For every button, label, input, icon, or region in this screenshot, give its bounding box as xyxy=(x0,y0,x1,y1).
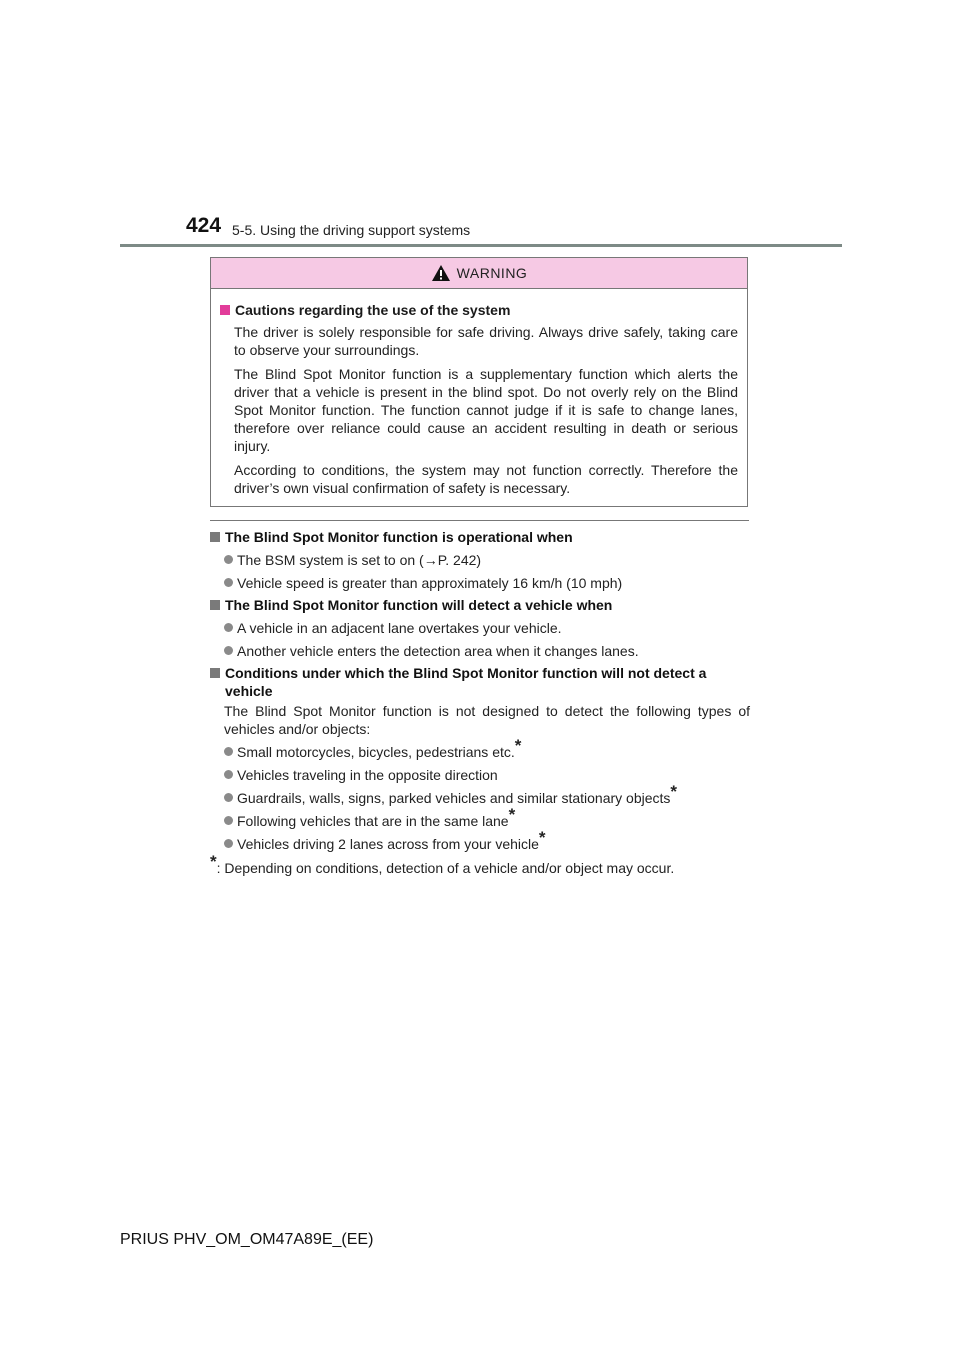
list-item xyxy=(224,784,750,807)
asterisk-mark: * xyxy=(538,828,546,847)
warning-paragraph: The Blind Spot Monitor function is a supplementary function which alerts the driver that a vehicle is present in the blind spot. Do not overly rely on the Blind Spot Monitor function. The function cannot judge if it is safe to change lanes, therefore over reliance could cause an accident resulting in death or serious injury. xyxy=(234,366,738,454)
section-intro: The Blind Spot Monitor function is not designed to detect the following types of vehicles and/or objects: xyxy=(224,703,750,737)
list-item-text: The BSM system is set to on (→P. 242) xyxy=(237,552,482,568)
bullet-dot-icon xyxy=(224,816,233,825)
bullet-dot-icon xyxy=(224,747,233,756)
section-heading-text: The Blind Spot Monitor function is operational when xyxy=(225,529,573,545)
list-item-body xyxy=(237,805,516,830)
bullet-dot-icon xyxy=(224,770,233,779)
asterisk-mark: * xyxy=(508,805,516,824)
section-heading-text: Conditions under which the Blind Spot Monitor function will not detect a vehicle xyxy=(225,665,707,699)
section-detect-when xyxy=(210,596,750,660)
square-marker-icon xyxy=(210,668,220,678)
list-item-text: Another vehicle enters the detection area when it changes lanes. xyxy=(237,643,639,659)
warning-triangle-icon xyxy=(431,264,451,282)
warning-paragraph: According to conditions, the system may not function correctly. Therefore the driver’s own visual confirmation of safety is necessary. xyxy=(234,462,738,496)
list-item xyxy=(224,637,750,660)
list-item xyxy=(224,738,750,761)
main-content xyxy=(210,528,750,877)
section-not-detect xyxy=(210,664,750,853)
list-item-body xyxy=(237,782,678,807)
list-item-text: Following vehicles that are in the same lane xyxy=(237,813,509,829)
list-item-text: A vehicle in an adjacent lane overtakes your vehicle. xyxy=(237,620,562,636)
warning-header xyxy=(211,258,747,289)
list-item-text: Vehicle speed is greater than approximately 16 km/h (10 mph) xyxy=(237,575,623,591)
asterisk-mark: * xyxy=(670,782,678,801)
pink-square-marker-icon xyxy=(220,305,230,315)
section-operational xyxy=(210,528,750,592)
list-item xyxy=(224,830,750,853)
warning-body xyxy=(211,289,747,497)
warning-heading xyxy=(220,301,738,319)
section-heading xyxy=(210,664,750,700)
footnote xyxy=(210,852,750,877)
section-heading-text: The Blind Spot Monitor function will detect a vehicle when xyxy=(225,597,613,613)
bullet-dot-icon xyxy=(224,646,233,655)
list-item-body xyxy=(237,828,546,853)
list-item xyxy=(224,614,750,637)
footnote-text: : Depending on conditions, detection of a vehicle and/or object may occur. xyxy=(216,860,675,876)
warning-paragraph: The driver is solely responsible for safe driving. Always drive safely, taking care to observe your surroundings. xyxy=(234,324,738,358)
section-heading xyxy=(210,528,750,546)
square-marker-icon xyxy=(210,600,220,610)
bullet-dot-icon xyxy=(224,578,233,587)
list-item-text: Vehicles traveling in the opposite direction xyxy=(237,767,498,783)
list-item xyxy=(224,569,750,592)
list-item xyxy=(224,807,750,830)
warning-heading-text: Cautions regarding the use of the system xyxy=(235,302,511,318)
list-item xyxy=(224,761,750,784)
section-heading xyxy=(210,596,750,614)
warning-label: WARNING xyxy=(456,265,528,281)
list-item-text: Guardrails, walls, signs, parked vehicles and similar stationary objects xyxy=(237,790,671,806)
warning-box xyxy=(210,257,748,507)
page-number: 424 xyxy=(186,214,222,237)
square-marker-icon xyxy=(210,532,220,542)
list-item-body xyxy=(237,736,522,761)
content-divider xyxy=(210,520,749,521)
list-item-text: Vehicles driving 2 lanes across from your vehicle xyxy=(237,836,539,852)
section-title: 5-5. Using the driving support systems xyxy=(232,222,471,238)
asterisk-mark: * xyxy=(514,736,522,755)
header-divider xyxy=(120,244,842,247)
page-footer: PRIUS PHV_OM_OM47A89E_(EE) xyxy=(120,1231,374,1248)
bullet-dot-icon xyxy=(224,555,233,564)
bullet-dot-icon xyxy=(224,623,233,632)
bullet-dot-icon xyxy=(224,793,233,802)
footnote-mark: * xyxy=(210,852,217,871)
list-item xyxy=(224,546,750,569)
list-item-text: Small motorcycles, bicycles, pedestrians etc. xyxy=(237,744,515,760)
bullet-dot-icon xyxy=(224,839,233,848)
